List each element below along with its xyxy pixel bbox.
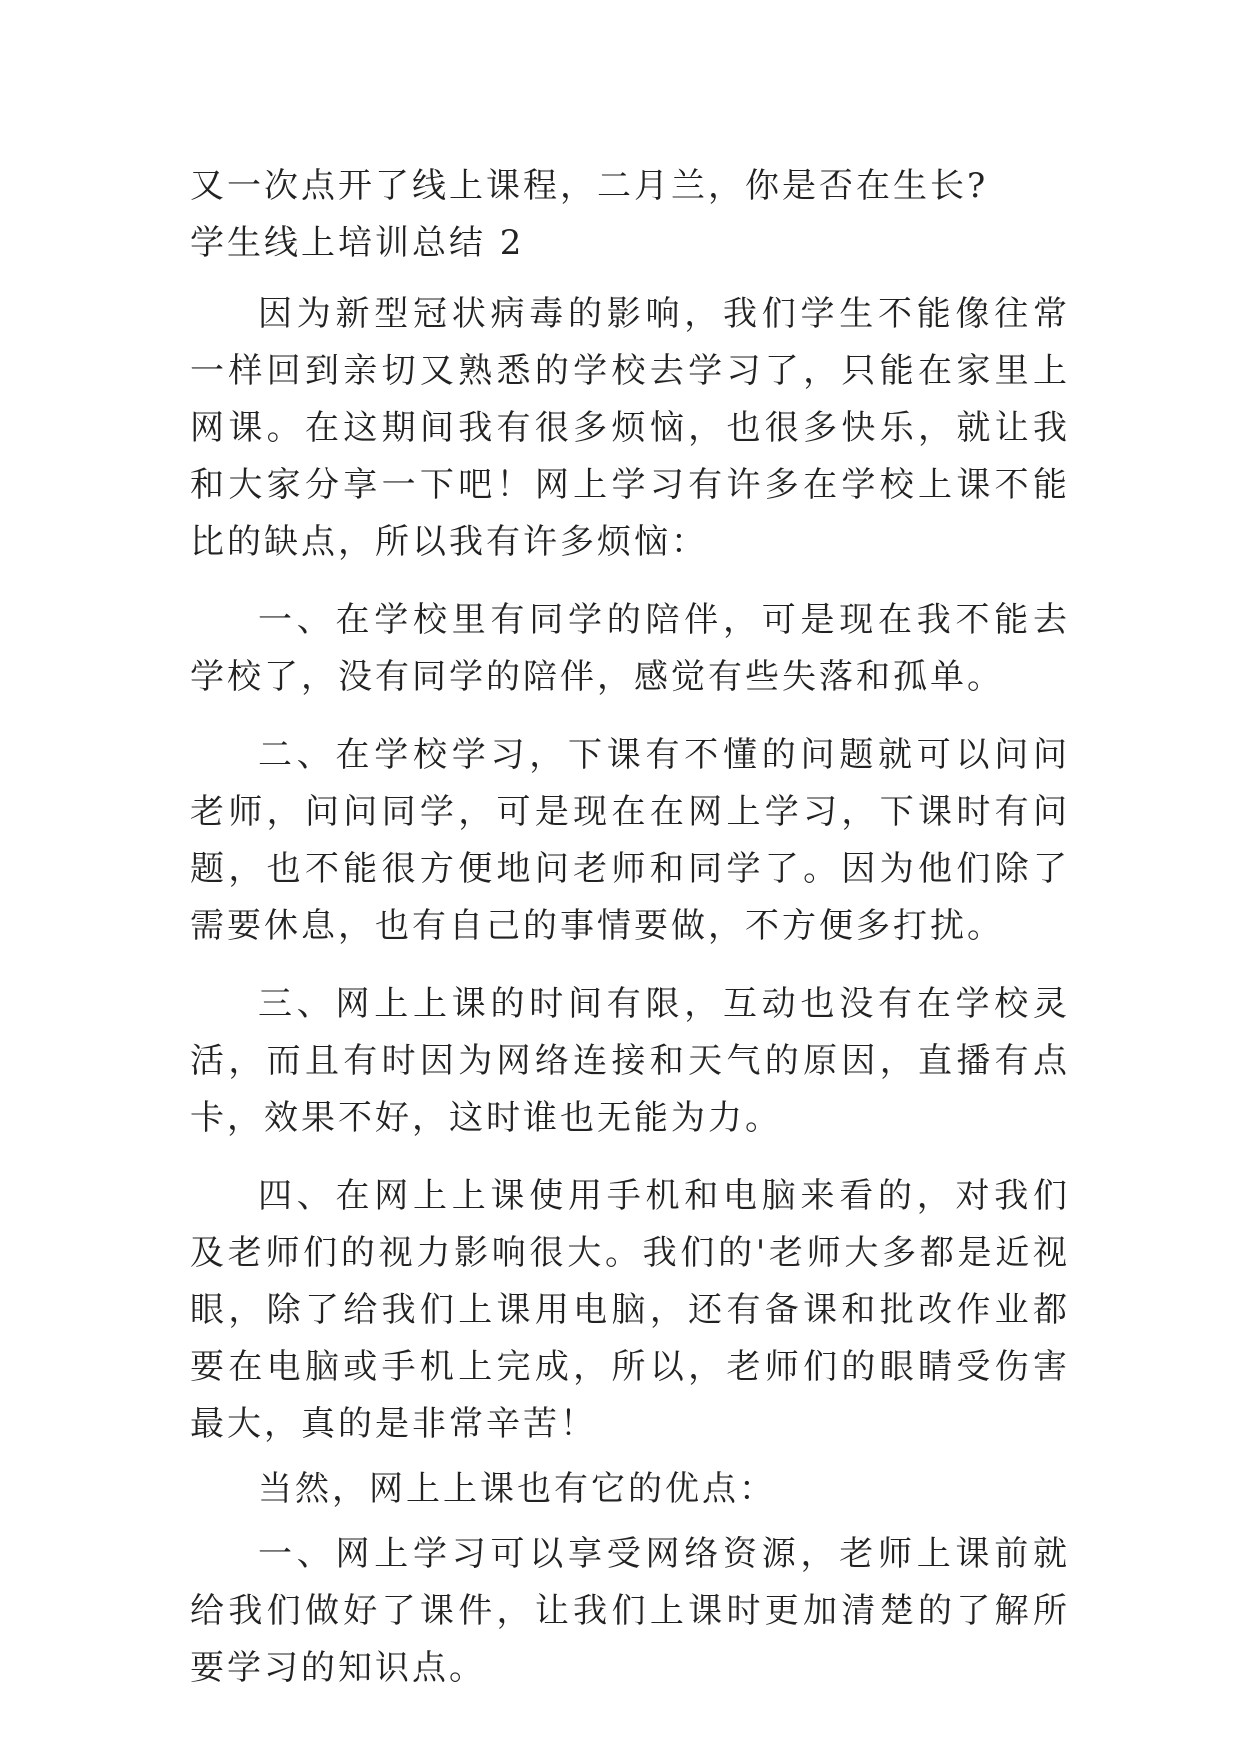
document-body	[190, 158, 1070, 1697]
paragraph-point-three: 三、网上上课的时间有限，互动也没有在学校灵活，而且有时因为网络连接和天气的原因，直播有点卡，效果不好，这时谁也无能为力。	[190, 984, 1070, 1138]
paragraph-point-four: 四、在网上上课使用手机和电脑来看的，对我们及老师们的视力影响很大。我们的'老师大多都是近视眼，除了给我们上课用电脑，还有备课和批改作业都要在电脑或手机上完成，所以，老师们的眼睛受伤害最大，真的是非常辛苦！	[190, 1176, 1070, 1444]
paragraph-point-one: 一、在学校里有同学的陪伴，可是现在我不能去学校了，没有同学的陪伴，感觉有些失落和孤单。	[190, 600, 1070, 697]
paragraph-advantages-intro: 当然，网上上课也有它的优点：	[258, 1469, 776, 1509]
section-heading: 学生线上培训总结 2	[190, 223, 525, 263]
paragraph-advantage-one: 一、网上学习可以享受网络资源，老师上课前就给我们做好了课件，让我们上课时更加清楚的了解所要学习的知识点。	[190, 1534, 1070, 1688]
paragraph-point-two: 二、在学校学习，下课有不懂的问题就可以问问老师，问问同学，可是现在在网上学习，下课时有问题，也不能很方便地问老师和同学了。因为他们除了需要休息，也有自己的事情要做，不方便多打扰。	[190, 735, 1070, 946]
paragraph-intro-line: 又一次点开了线上课程，二月兰，你是否在生长?	[190, 166, 989, 206]
paragraph-opening: 因为新型冠状病毒的影响，我们学生不能像往常一样回到亲切又熟悉的学校去学习了，只能在家里上网课。在这期间我有很多烦恼，也很多快乐，就让我和大家分享一下吧！网上学习有许多在学校上课不能比的缺点，所以我有许多烦恼：	[190, 294, 1070, 562]
